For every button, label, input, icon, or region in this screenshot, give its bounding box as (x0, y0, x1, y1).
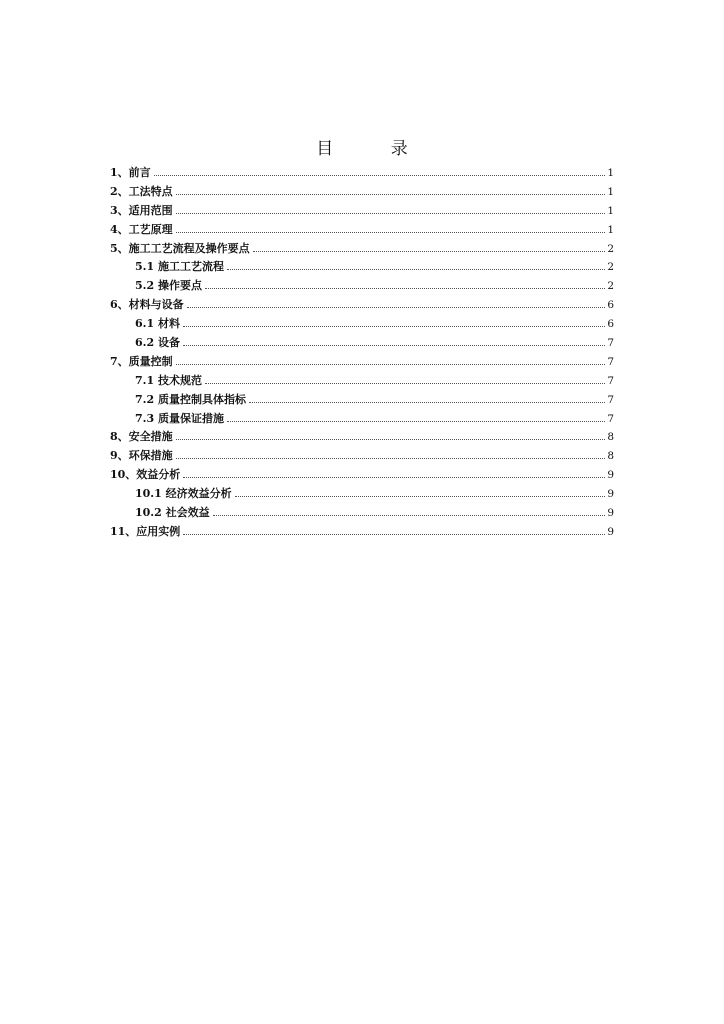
toc-subentry[interactable] (110, 410, 614, 429)
toc-entry-page: 7 (607, 393, 614, 406)
toc-entry[interactable] (110, 447, 614, 466)
dot-leader (176, 193, 606, 195)
dot-leader (176, 231, 606, 233)
dot-leader (253, 250, 606, 252)
toc-entry-page: 9 (607, 469, 614, 482)
dot-leader (213, 514, 606, 516)
toc-entry-page: 2 (607, 242, 614, 255)
toc-entry[interactable] (110, 428, 614, 447)
toc-entry-label: 11、应用实例 (110, 524, 181, 538)
toc-entry-page: 1 (607, 167, 614, 179)
toc-entry-page: 9 (607, 507, 614, 520)
toc-entry-label: 1、前言 (110, 166, 151, 179)
toc-entry-page: 2 (607, 261, 614, 274)
dot-leader (176, 438, 606, 440)
dot-leader (176, 457, 606, 459)
toc-entry-label: 7.2 质量控制具体指标 (135, 392, 246, 406)
toc-entry-page: 8 (607, 431, 614, 444)
toc-subentry[interactable] (110, 391, 614, 410)
toc-entry-label: 5.1 施工工艺流程 (135, 260, 224, 274)
toc-subentry[interactable] (110, 504, 614, 523)
toc-entry-page: 7 (607, 374, 614, 387)
toc-entry-page: 6 (607, 318, 614, 331)
toc-entry[interactable] (110, 296, 614, 315)
toc-entry-page: 7 (607, 412, 614, 425)
dot-leader (183, 344, 605, 346)
dot-leader (154, 174, 606, 176)
toc-entry[interactable] (110, 202, 614, 221)
toc-entry-page: 9 (607, 525, 614, 538)
toc-entry-label: 6.1 材料 (135, 317, 180, 331)
table-of-contents (110, 164, 614, 542)
toc-entry-page: 7 (607, 337, 614, 350)
dot-leader (205, 382, 605, 384)
toc-entry-label: 5、施工工艺流程及操作要点 (110, 241, 250, 255)
toc-entry[interactable] (110, 353, 614, 372)
toc-entry-label: 6.2 设备 (135, 336, 180, 350)
dot-leader (205, 287, 605, 289)
toc-entry-page: 1 (607, 223, 614, 236)
toc-entry[interactable] (110, 221, 614, 240)
toc-subentry[interactable] (110, 277, 614, 296)
toc-entry[interactable] (110, 466, 614, 485)
toc-entry-page: 9 (607, 488, 614, 501)
dot-leader (249, 401, 605, 403)
dot-leader (227, 268, 605, 270)
toc-subentry[interactable] (110, 372, 614, 391)
dot-leader (227, 420, 605, 422)
toc-entry-label: 8、安全措施 (110, 430, 173, 444)
toc-entry-label: 7.1 技术规范 (135, 373, 202, 387)
toc-subentry[interactable] (110, 334, 614, 353)
dot-leader (183, 325, 605, 327)
toc-entry[interactable] (110, 523, 614, 542)
toc-entry-label: 5.2 操作要点 (135, 279, 202, 293)
dot-leader (183, 533, 605, 535)
toc-entry[interactable] (110, 240, 614, 259)
toc-entry-label: 10.1 经济效益分析 (135, 487, 232, 501)
dot-leader (235, 495, 606, 497)
toc-entry-label: 9、环保措施 (110, 449, 173, 463)
toc-entry-label: 2、工法特点 (110, 184, 173, 198)
toc-entry-label: 10、效益分析 (110, 468, 181, 482)
toc-entry-page: 6 (607, 299, 614, 312)
toc-subentry[interactable] (110, 315, 614, 334)
toc-entry-label: 10.2 社会效益 (135, 506, 210, 520)
toc-entry-label: 6、材料与设备 (110, 298, 184, 312)
toc-entry-page: 1 (607, 185, 614, 198)
dot-leader (176, 212, 606, 214)
toc-entry-page: 8 (607, 450, 614, 463)
dot-leader (176, 363, 606, 365)
toc-entry-label: 4、工艺原理 (110, 222, 173, 236)
toc-entry-page: 1 (607, 204, 614, 217)
toc-entry[interactable] (110, 164, 614, 183)
toc-subentry[interactable] (110, 485, 614, 504)
toc-entry[interactable] (110, 183, 614, 202)
toc-subentry[interactable] (110, 258, 614, 277)
toc-entry-page: 7 (607, 355, 614, 368)
dot-leader (187, 306, 606, 308)
toc-entry-page: 2 (607, 280, 614, 293)
toc-entry-label: 3、适用范围 (110, 203, 173, 217)
dot-leader (183, 476, 605, 478)
toc-entry-label: 7、质量控制 (110, 354, 173, 368)
toc-title: 目 录 (316, 139, 434, 159)
toc-entry-label: 7.3 质量保证措施 (135, 411, 224, 425)
